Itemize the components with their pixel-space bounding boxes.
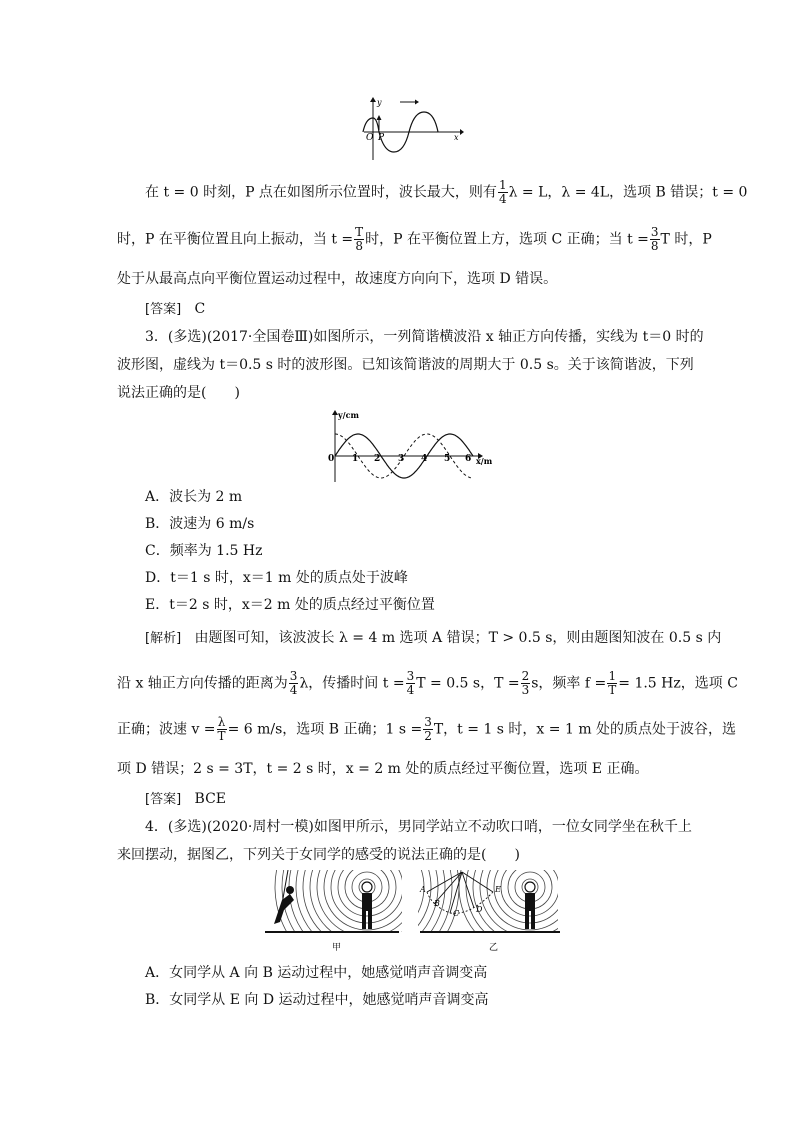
num: 1 xyxy=(608,669,617,683)
text: 由题图可知，该波波长 λ = 4 m 选项 A 错误；T > 0.5 s，则由题图知波在 0.5 s 内 xyxy=(194,630,722,646)
fraction xyxy=(354,226,364,253)
answer-tag: [答案] xyxy=(145,792,182,807)
q4-line1: 4．(多选)(2020·周村一模)如图甲所示，男同学站立不动吹口哨，一位女同学坐在秋千上 xyxy=(145,819,692,835)
den: 4 xyxy=(289,683,298,697)
point-b: B xyxy=(434,899,440,908)
q3-option-b[interactable]: B．波速为 6 m/s xyxy=(145,516,255,532)
den: 8 xyxy=(650,239,659,253)
num: 3 xyxy=(289,669,298,683)
caption-yi: 乙 xyxy=(489,943,499,953)
text: 在 t = 0 时刻，P 点在如图所示位置时，波长最大，则有 xyxy=(145,184,497,201)
caption-jia: 甲 xyxy=(332,943,342,953)
answer-tag: [答案] xyxy=(145,302,182,317)
analysis3-line1 xyxy=(145,629,721,648)
point-a: A xyxy=(420,885,426,894)
num: 3 xyxy=(406,669,415,683)
text: s，频率 f = xyxy=(531,675,607,692)
para1-line3: 处于从最高点向平衡位置运动过程中，故速度方向向下，选项 D 错误。 xyxy=(117,271,558,287)
den: T xyxy=(217,729,226,743)
q3-line2: 波形图，虚线为 t＝0.5 s 时的波形图。已知该简谐波的周期大于 0.5 s。关于该简谐波，下列 xyxy=(117,357,694,373)
fig2-tick-0: 0 xyxy=(328,454,335,464)
fig2-y-label: y/cm xyxy=(338,410,359,420)
q4-line2: 来回摆动，据图乙，下列关于女同学的感受的说法正确的是( ) xyxy=(117,847,520,863)
text: T 时，P xyxy=(660,231,712,248)
den: 8 xyxy=(355,239,363,253)
point-c: C xyxy=(453,909,460,918)
num: T xyxy=(355,225,364,239)
q3-option-d[interactable]: D．t＝1 s 时，x＝1 m 处的质点处于波峰 xyxy=(145,570,408,586)
fig2-tick-4: 4 xyxy=(421,454,428,464)
fig1-origin: O xyxy=(366,133,374,143)
q3-line3: 说法正确的是( ) xyxy=(117,385,240,401)
fraction xyxy=(289,670,299,697)
fig2-tick-1: 1 xyxy=(352,454,359,464)
text: 时，P 在平衡位置上方，选项 C 正确；当 t = xyxy=(365,231,649,248)
den: 4 xyxy=(406,683,415,697)
fig1-point-p: P xyxy=(378,133,385,143)
fraction xyxy=(217,716,227,743)
figure-wave-p xyxy=(360,96,466,162)
text: λ = L，λ = 4L，选项 B 错误；t = 0 xyxy=(508,184,748,201)
para1-line2 xyxy=(117,226,712,253)
figure-wave-t0-t05 xyxy=(318,408,500,482)
answer-value: C xyxy=(194,301,206,317)
num: λ xyxy=(217,715,226,729)
text: T，t = 1 s 时，x = 1 m 处的质点处于波谷，选 xyxy=(433,721,737,738)
num: 2 xyxy=(521,669,530,683)
q4-option-b[interactable]: B．女同学从 E 向 D 运动过程中，她感觉哨声音调变高 xyxy=(145,992,489,1008)
fig1-y-label: y xyxy=(377,98,382,107)
point-d: D xyxy=(476,905,483,914)
fraction xyxy=(498,179,508,206)
text: = 6 m/s，选项 B 正确；1 s = xyxy=(227,721,423,738)
text: T = 0.5 s，T = xyxy=(416,675,520,692)
fraction xyxy=(406,670,416,697)
fig1-x-label: x xyxy=(454,133,459,142)
text: 正确；波速 v = xyxy=(117,721,216,738)
fig2-tick-6: 6 xyxy=(465,454,472,464)
text: λ，传播时间 t = xyxy=(299,675,405,692)
num: 3 xyxy=(424,715,432,729)
num: 1 xyxy=(498,178,507,192)
fraction xyxy=(650,226,660,253)
answer3 xyxy=(145,790,226,809)
den: T xyxy=(608,683,617,697)
q3-option-c[interactable]: C．频率为 1.5 Hz xyxy=(145,543,263,559)
den: 4 xyxy=(498,192,507,206)
num: 3 xyxy=(650,225,659,239)
figure-yi xyxy=(402,870,564,956)
text: 沿 x 轴正方向传播的距离为 xyxy=(117,675,288,692)
fraction xyxy=(521,670,531,697)
q4-option-a[interactable]: A．女同学从 A 向 B 运动过程中，她感觉哨声音调变高 xyxy=(145,965,488,981)
text: 时，P 在平衡位置且向上振动，当 t = xyxy=(117,231,354,248)
text: = 1.5 Hz，选项 C xyxy=(618,675,738,692)
fraction xyxy=(607,670,617,697)
q3-option-e[interactable]: E．t＝2 s 时，x＝2 m 处的质点经过平衡位置 xyxy=(145,597,435,613)
fig2-x-label: x/m xyxy=(476,456,493,466)
analysis-tag: [解析] xyxy=(145,631,182,646)
answer-value: BCE xyxy=(194,791,226,807)
answer1 xyxy=(145,300,205,319)
den: 3 xyxy=(521,683,530,697)
q3-line1: 3．(多选)(2017·全国卷Ⅲ)如图所示，一列简谐横波沿 x 轴正方向传播，实线为 t＝0 时的 xyxy=(145,329,704,345)
den: 2 xyxy=(424,729,432,743)
fig2-tick-2: 2 xyxy=(374,454,381,464)
point-e: E xyxy=(495,885,501,894)
q3-option-a[interactable]: A．波长为 2 m xyxy=(145,489,243,505)
fig2-tick-3: 3 xyxy=(398,454,405,464)
fraction xyxy=(423,716,433,743)
analysis3-line3 xyxy=(117,716,736,743)
fig2-tick-5: 5 xyxy=(444,454,451,464)
analysis3-line2 xyxy=(117,670,738,697)
analysis3-line4: 项 D 错误；2 s = 3T，t = 2 s 时，x = 2 m 处的质点经过平衡位置，选项 E 正确。 xyxy=(117,761,649,777)
figure-whistle-swing xyxy=(262,870,564,956)
para1-line1 xyxy=(145,179,747,206)
